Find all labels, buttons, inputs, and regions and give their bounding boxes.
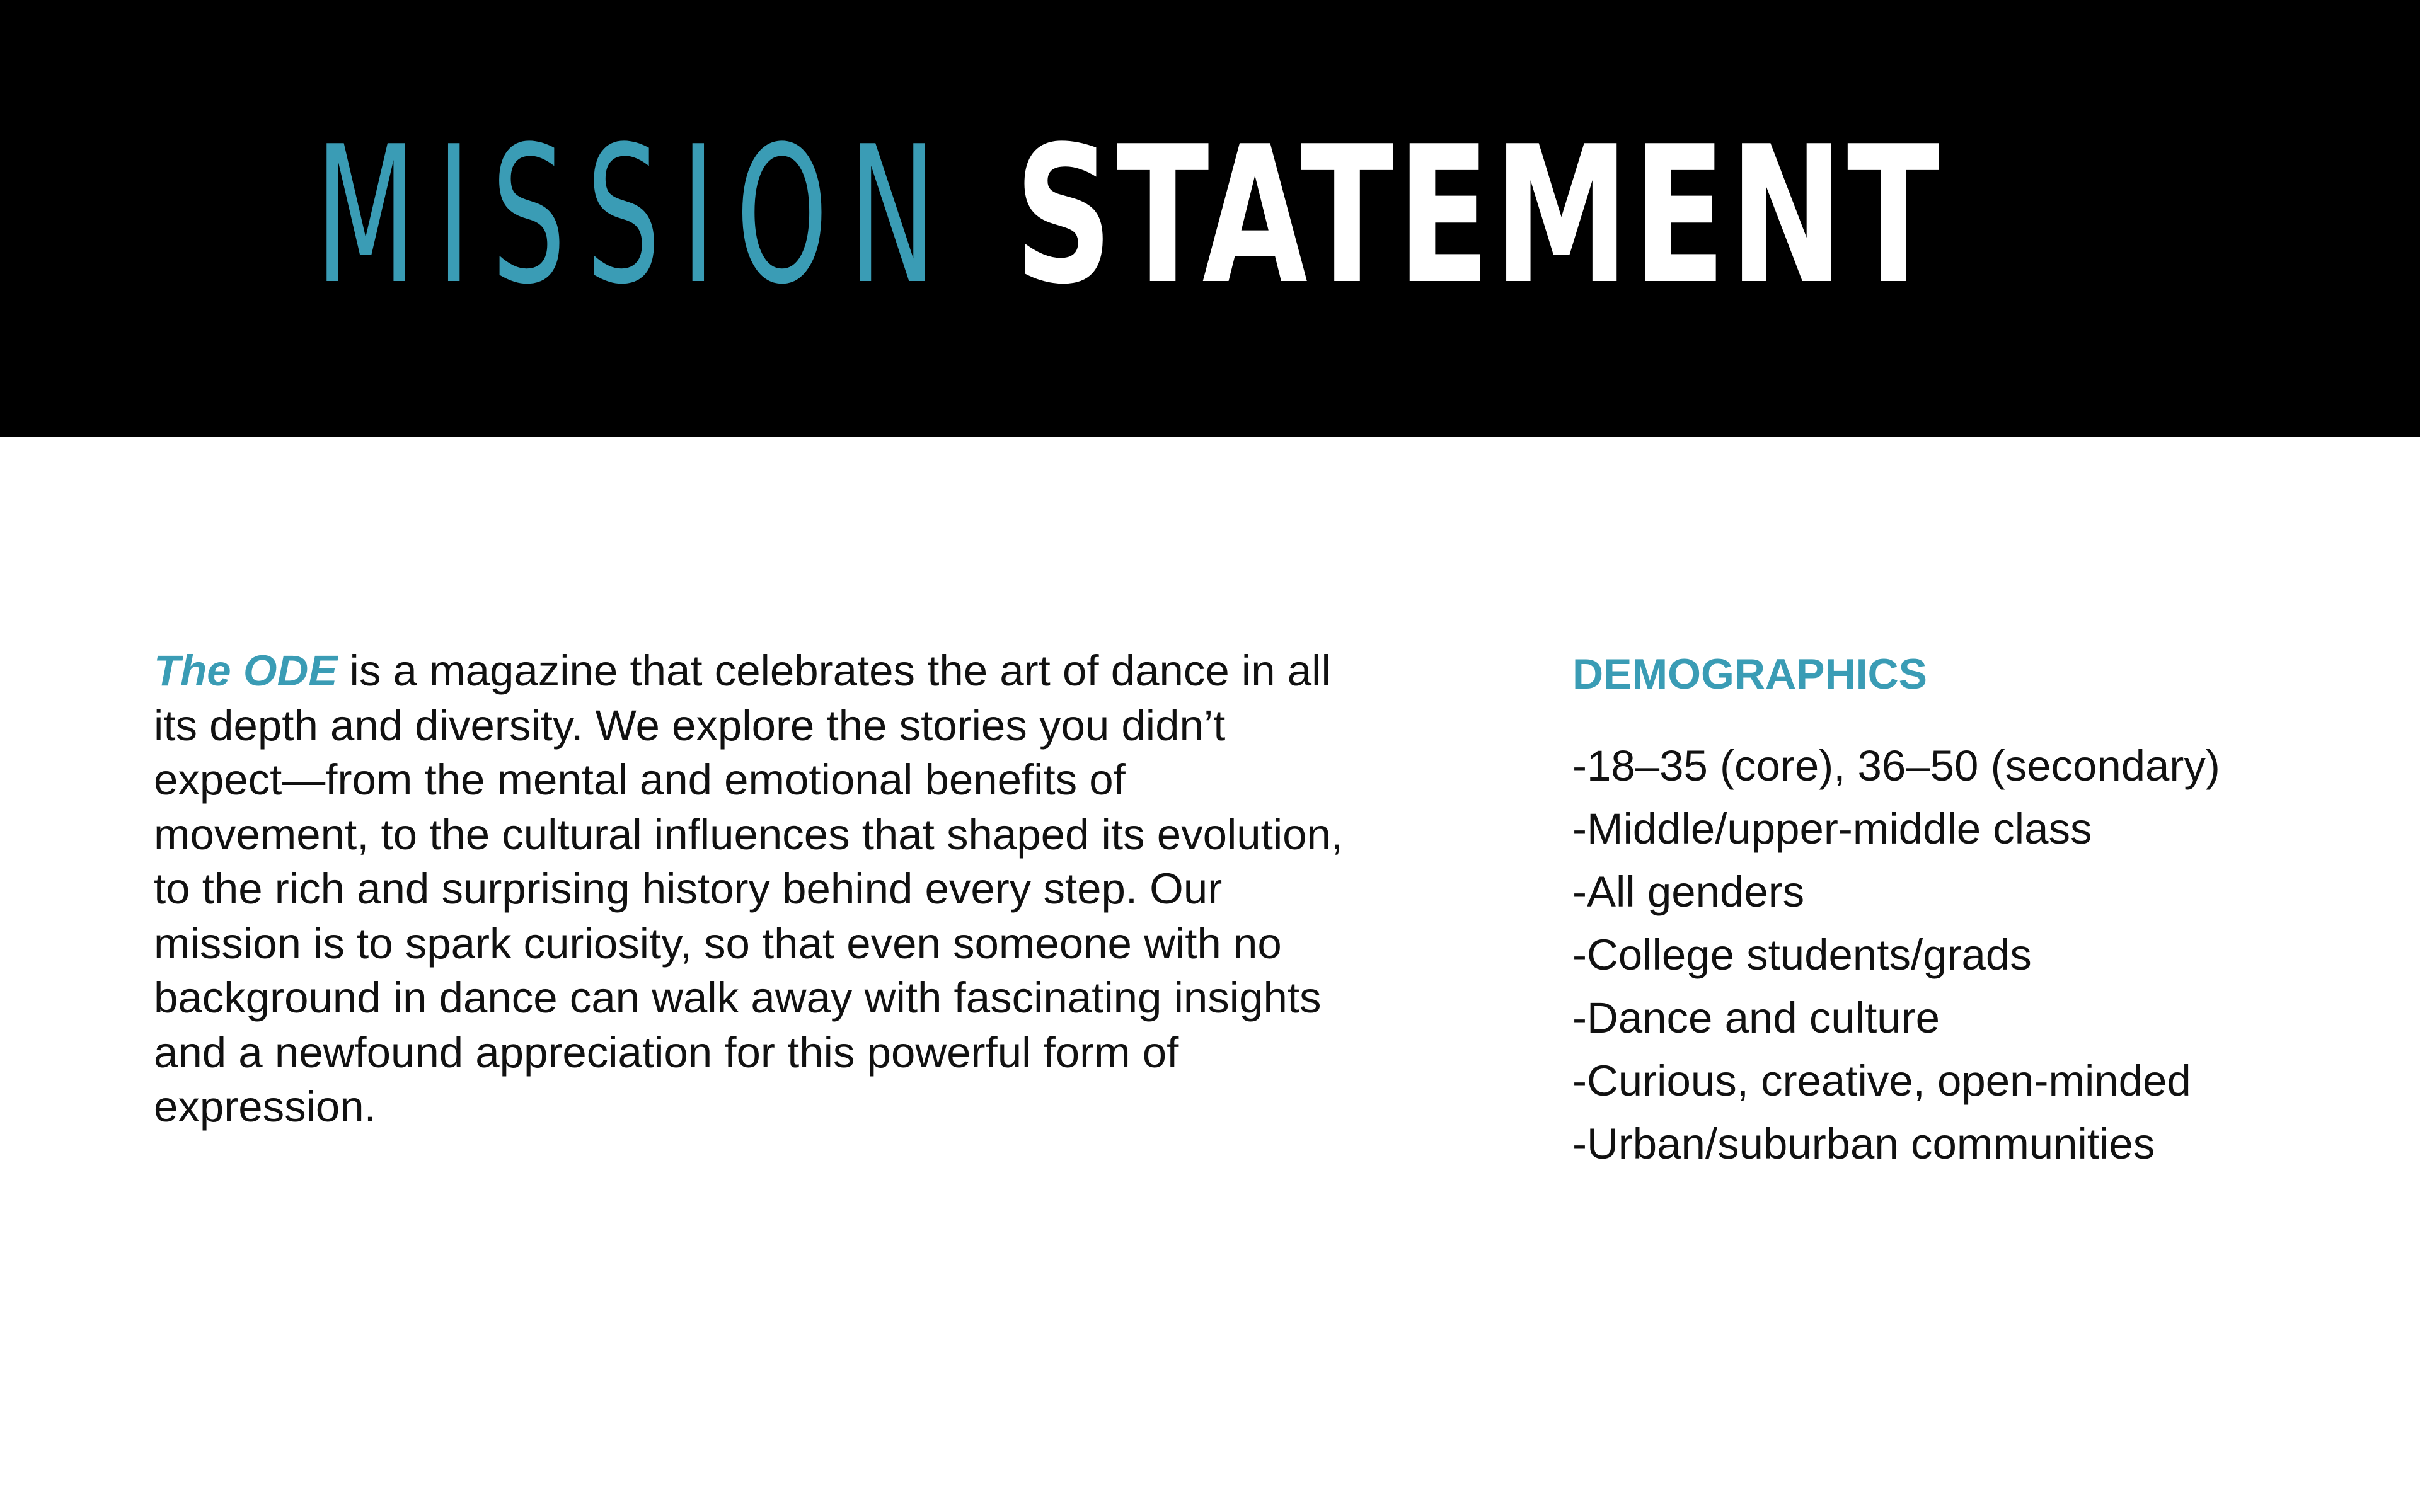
demographics-item-interests: -Dance and culture	[1572, 994, 1940, 1042]
title-word-mission: MISSION	[315, 106, 957, 326]
demographics-item-gender: -All genders	[1572, 868, 1805, 916]
demographics-heading: DEMOGRAPHICS	[1572, 650, 1927, 698]
title-word-statement: STATEMENT	[1015, 106, 1944, 326]
demographics-item-age: -18–35 (core), 36–50 (secondary)	[1572, 742, 2220, 790]
header-banner	[0, 0, 2420, 437]
demographics-item-education: -College students/grads	[1572, 931, 2032, 979]
demographics-section	[1572, 644, 2392, 1176]
demographics-list	[1572, 735, 2392, 1176]
demographics-item-traits: -Curious, creative, open-minded	[1572, 1057, 2191, 1105]
demographics-item-location: -Urban/suburban communities	[1572, 1120, 2155, 1168]
mission-paragraph	[154, 644, 1351, 1135]
page-title	[315, 100, 2118, 333]
magazine-name: The ODE	[154, 646, 338, 695]
demographics-item-class: -Middle/upper-middle class	[1572, 805, 2092, 853]
mission-text: is a magazine that celebrates the art of dance in all its depth and diversity. We explore the stories you didn’t expect—from the mental and emotional benefits of movement, to the cultural influences that shaped its evolution, to the rich and surprising history behind every step. Our mission is to spark curiosity, so that even someone with no background in dance can walk away with fascinating insights and a newfound appreciation for this powerful form of expression.	[154, 646, 1344, 1131]
